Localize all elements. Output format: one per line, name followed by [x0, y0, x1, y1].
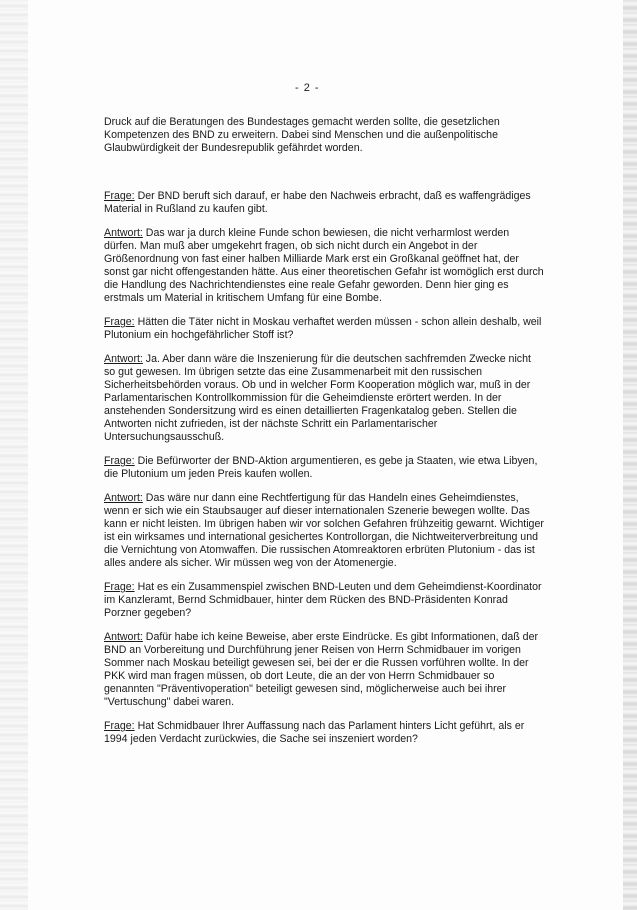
answer-paragraph	[104, 353, 544, 444]
answer-text: Das war ja durch kleine Funde schon bewiesen, die nicht verharmlost werden dürfen. Man muß aber umgekehrt fragen, ob sich nicht durch ein Angebot in der Größenordnung von fast einer halben Milliarde Mark erst ein Großkanal geöffnet hat, der sonst gar nicht offengestanden hätte. Aus einer theoretischen Gefahr ist womöglich erst durch die Handlung des Nachrichtendienstes eine reale Gefahr geworden. Denn hier ging es erstmals um Material in kritischem Umfang für eine Bombe.	[104, 227, 544, 304]
scan-edge-left	[0, 0, 28, 910]
question-text: Der BND beruft sich darauf, er habe den Nachweis erbracht, daß es waffengrädiges Material in Rußland zu kaufen gibt.	[104, 190, 531, 215]
answer-label: Antwort:	[104, 492, 143, 504]
question-paragraph	[104, 720, 544, 746]
answer-label: Antwort:	[104, 353, 143, 365]
question-paragraph	[104, 190, 544, 216]
scan-edge-right	[623, 0, 637, 910]
question-paragraph	[104, 581, 544, 620]
question-label: Frage:	[104, 316, 135, 328]
question-text: Die Befürworter der BND-Aktion argumentieren, es gebe ja Staaten, wie etwa Libyen, die Plutonium um jeden Preis kaufen wollen.	[104, 455, 538, 480]
question-label: Frage:	[104, 455, 135, 467]
question-label: Frage:	[104, 581, 135, 593]
question-text: Hat Schmidbauer Ihrer Auffassung nach das Parlament hinters Licht geführt, als er 1994 jeden Verdacht zurückwies, die Sache sei inszeniert worden?	[104, 720, 525, 745]
answer-text: Das wäre nur dann eine Rechtfertigung für das Handeln eines Geheimdienstes, wenn er sich wie ein Staubsauger auf dieser internationalen Szenerie bewegen wollte. Das kann er nicht leisten. Im übrigen haben wir vor solchen Gefahren frühzeitig gewarnt. Wichtiger ist ein wirksames und international gesichertes Kontrollorgan, die Nichtweiterverbreitung und die Vernichtung von Atomwaffen. Die russischen Atomreaktoren erbrüten Plutonium - das ist alles andere als sicher. Wir müssen weg von der Atomenergie.	[104, 492, 544, 569]
answer-paragraph	[104, 492, 544, 570]
page-number: - 2 -	[295, 82, 320, 94]
document-body	[104, 116, 544, 757]
question-label: Frage:	[104, 720, 135, 732]
answer-text: Dafür habe ich keine Beweise, aber erste Eindrücke. Es gibt Informationen, daß der BND an Vorbereitung und Durchführung jener Reisen von Herrn Schmidbauer im vorigen Sommer nach Moskau beteiligt gewesen sei, bei der er die Russen vorführen wollte. In der PKK wird man fragen müssen, ob dort Leute, die an der von Herrn Schmidbauer so genannten "Präventivoperation" beteiligt gewesen sind, möglicherweise auch bei ihrer "Vertuschung" dabei waren.	[104, 631, 538, 708]
answer-paragraph	[104, 631, 544, 709]
question-paragraph	[104, 316, 544, 342]
question-text: Hätten die Täter nicht in Moskau verhaftet werden müssen - schon allein deshalb, weil Plutonium ein hochgefährlicher Stoff ist?	[104, 316, 542, 341]
answer-label: Antwort:	[104, 631, 143, 643]
question-text: Hat es ein Zusammenspiel zwischen BND-Leuten und dem Geheimdienst-Koordinator im Kanzleramt, Bernd Schmidbauer, hinter dem Rücken des BND-Präsidenten Konrad Porzner gegeben?	[104, 581, 542, 619]
answer-text: Ja. Aber dann wäre die Inszenierung für die deutschen sachfremden Zwecke nicht so gut gewesen. Im übrigen setzte das eine Zusammenarbeit mit den russischen Sicherheitsbehörden voraus. Ob und in welcher Form Kooperation möglich war, muß in der Parlamentarischen Kontrollkommission für die Geheimdienste erörtert werden. In der anstehenden Sondersitzung wird es einen detaillierten Fragenkatalog geben. Stellen die Antworten nicht zufrieden, ist der nächste Schritt ein Parlamentarischer Untersuchungsausschuß.	[104, 353, 531, 443]
answer-label: Antwort:	[104, 227, 143, 239]
question-paragraph	[104, 455, 544, 481]
answer-paragraph	[104, 227, 544, 305]
question-label: Frage:	[104, 190, 135, 202]
intro-paragraph: Druck auf die Beratungen des Bundestages gemacht werden sollte, die gesetzlichen Kompetenzen des BND zu erweitern. Dabei sind Menschen und die außenpolitische Glaubwürdigkeit der Bundesrepublik gefährdet worden.	[104, 116, 500, 154]
